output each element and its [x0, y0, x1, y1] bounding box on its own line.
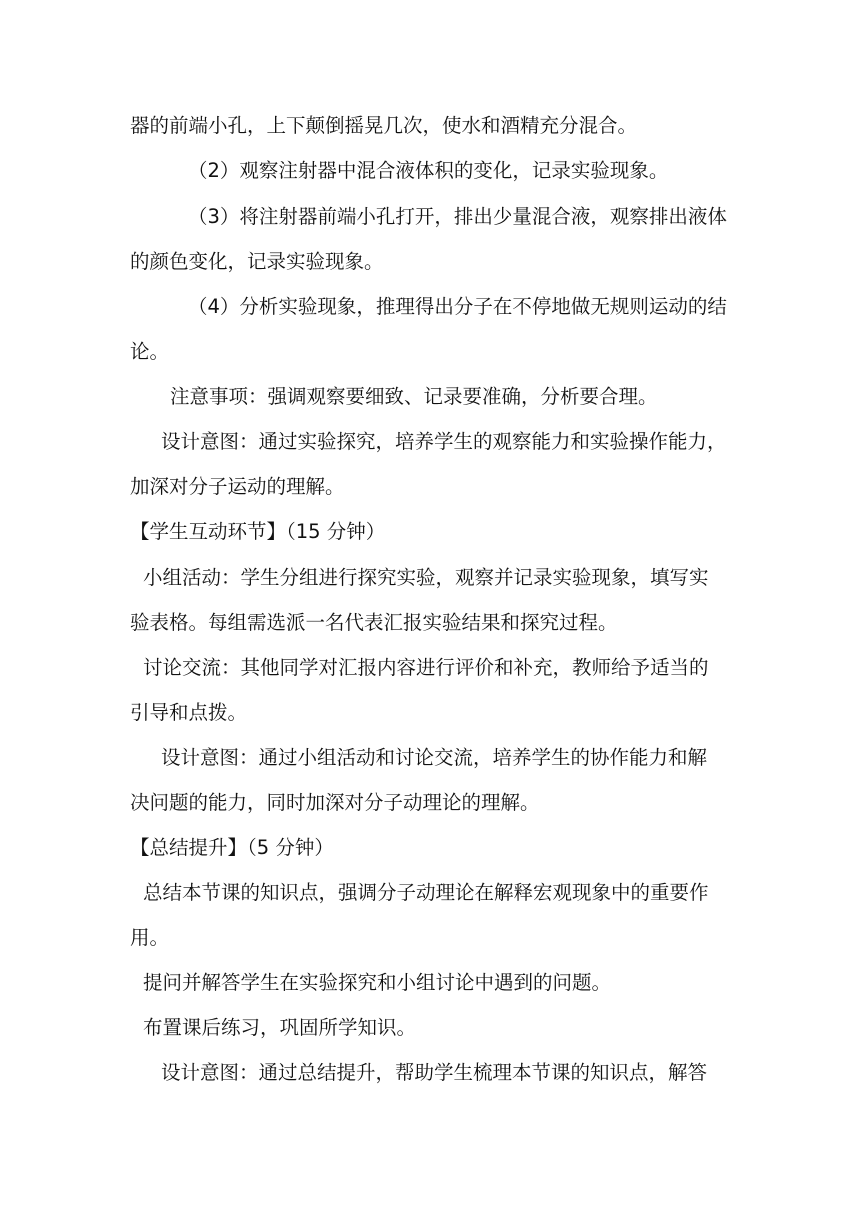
text-line: 论。 — [130, 340, 170, 363]
text-line: 用。 — [130, 926, 170, 949]
text-line: 注意事项：强调观察要细致、记录要准确，分析要合理。 — [170, 385, 658, 408]
text-line: 小组活动：学生分组进行探究实验，观察并记录实验现象，填写实 — [143, 566, 709, 589]
text-line: （4）分析实验现象，推理得出分子在不停地做无规则运动的结 — [188, 295, 727, 318]
text-line: 布置课后练习，巩固所学知识。 — [143, 1016, 417, 1039]
text-line: 提问并解答学生在实验探究和小组讨论中遇到的问题。 — [143, 971, 612, 994]
text-line: 加深对分子运动的理解。 — [130, 475, 345, 498]
text-line: 设计意图：通过小组活动和讨论交流，培养学生的协作能力和解 — [161, 746, 708, 769]
text-line: 验表格。每组需选派一名代表汇报实验结果和探究过程。 — [130, 611, 618, 634]
text-line: 设计意图：通过实验探究，培养学生的观察能力和实验操作能力， — [161, 430, 727, 453]
text-line: 讨论交流：其他同学对汇报内容进行评价和补充，教师给予适当的 — [143, 656, 709, 679]
section-heading: 【总结提升】（5 分钟） — [130, 836, 334, 859]
section-heading: 【学生互动环节】（15 分钟） — [130, 520, 386, 543]
text-line: 的颜色变化，记录实验现象。 — [130, 250, 384, 273]
text-line: 总结本节课的知识点，强调分子动理论在解释宏观现象中的重要作 — [143, 881, 709, 904]
text-line: （3）将注射器前端小孔打开，排出少量混合液，观察排出液体 — [188, 205, 727, 228]
text-line: 引导和点拨。 — [130, 701, 248, 724]
text-line: （2）观察注射器中混合液体积的变化，记录实验现象。 — [188, 159, 669, 182]
text-line: 设计意图：通过总结提升，帮助学生梳理本节课的知识点，解答 — [161, 1061, 708, 1084]
text-line: 决问题的能力，同时加深对分子动理论的理解。 — [130, 791, 540, 814]
text-line: 器的前端小孔，上下颠倒摇晃几次，使水和酒精充分混合。 — [130, 114, 638, 137]
